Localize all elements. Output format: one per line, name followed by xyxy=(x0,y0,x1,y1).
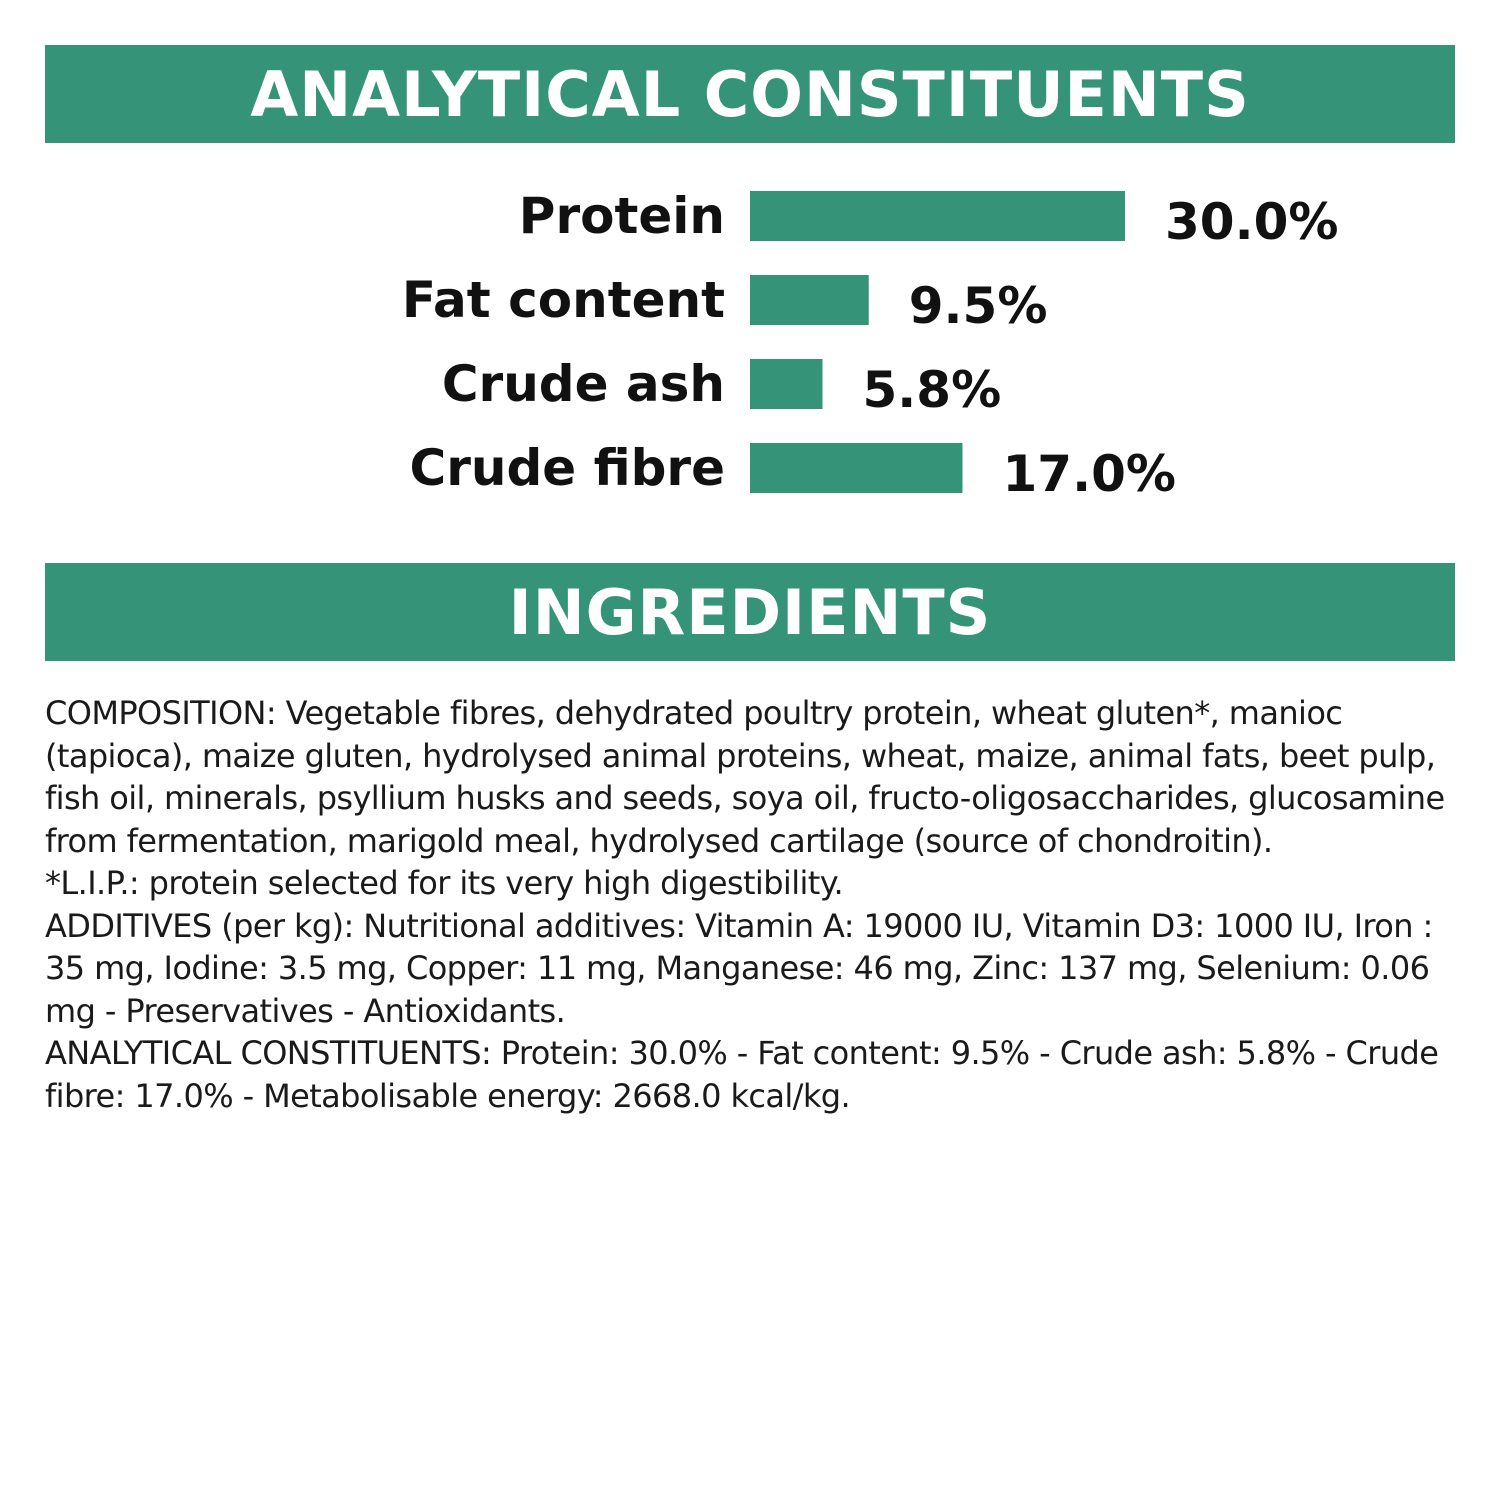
analytical-constituents-paragraph: ANALYTICAL CONSTITUENTS: Protein: 30.0% - Fat content: 9.5% - Crude ash: 5.8% - Crude fibre: 17.0% - Metabolisable energy: 2668.0 kcal/kg. xyxy=(45,1034,1439,1115)
ingredients-header: INGREDIENTS xyxy=(45,563,1455,661)
bar-crude-fibre xyxy=(750,443,963,493)
category-label-crude-fibre: Crude fibre xyxy=(409,439,725,497)
ingredients-text xyxy=(45,692,1465,1117)
value-label-crude-fibre: 17.0% xyxy=(1002,445,1176,503)
value-label-crude-ash: 5.8% xyxy=(862,361,1002,419)
value-label-fat-content: 9.5% xyxy=(908,277,1048,335)
value-label-protein: 30.0% xyxy=(1165,193,1339,251)
category-label-crude-ash: Crude ash xyxy=(441,355,725,413)
composition-paragraph: COMPOSITION: Vegetable fibres, dehydrated poultry protein, wheat gluten*, manioc (tapioca), maize gluten, hydrolysed animal proteins, wheat, maize, animal fats, beet pulp, fish oil, minerals, psyllium husks and seeds, soya oil, fructo-oligosaccharides, glucosamine from fermentation, marigold meal, hydrolysed cartilage (source of chondroitin). xyxy=(45,694,1445,860)
bar-crude-ash xyxy=(750,359,823,409)
bar-protein xyxy=(750,191,1125,241)
category-label-fat-content: Fat content xyxy=(401,271,725,329)
bar-fat-content xyxy=(750,275,869,325)
analytical-constituents-chart xyxy=(0,170,1500,530)
analytical-constituents-header: ANALYTICAL CONSTITUENTS xyxy=(45,45,1455,143)
lip-note: *L.I.P.: protein selected for its very high digestibility. xyxy=(45,864,844,902)
additives-paragraph: ADDITIVES (per kg): Nutritional additives: Vitamin A: 19000 IU, Vitamin D3: 1000 IU, Iron : 35 mg, Iodine: 3.5 mg, Copper: 11 mg, Manganese: 46 mg, Zinc: 137 mg, Selenium: 0.06 mg - Preservatives - Antioxidants. xyxy=(45,906,1433,1030)
category-label-protein: Protein xyxy=(518,187,725,245)
